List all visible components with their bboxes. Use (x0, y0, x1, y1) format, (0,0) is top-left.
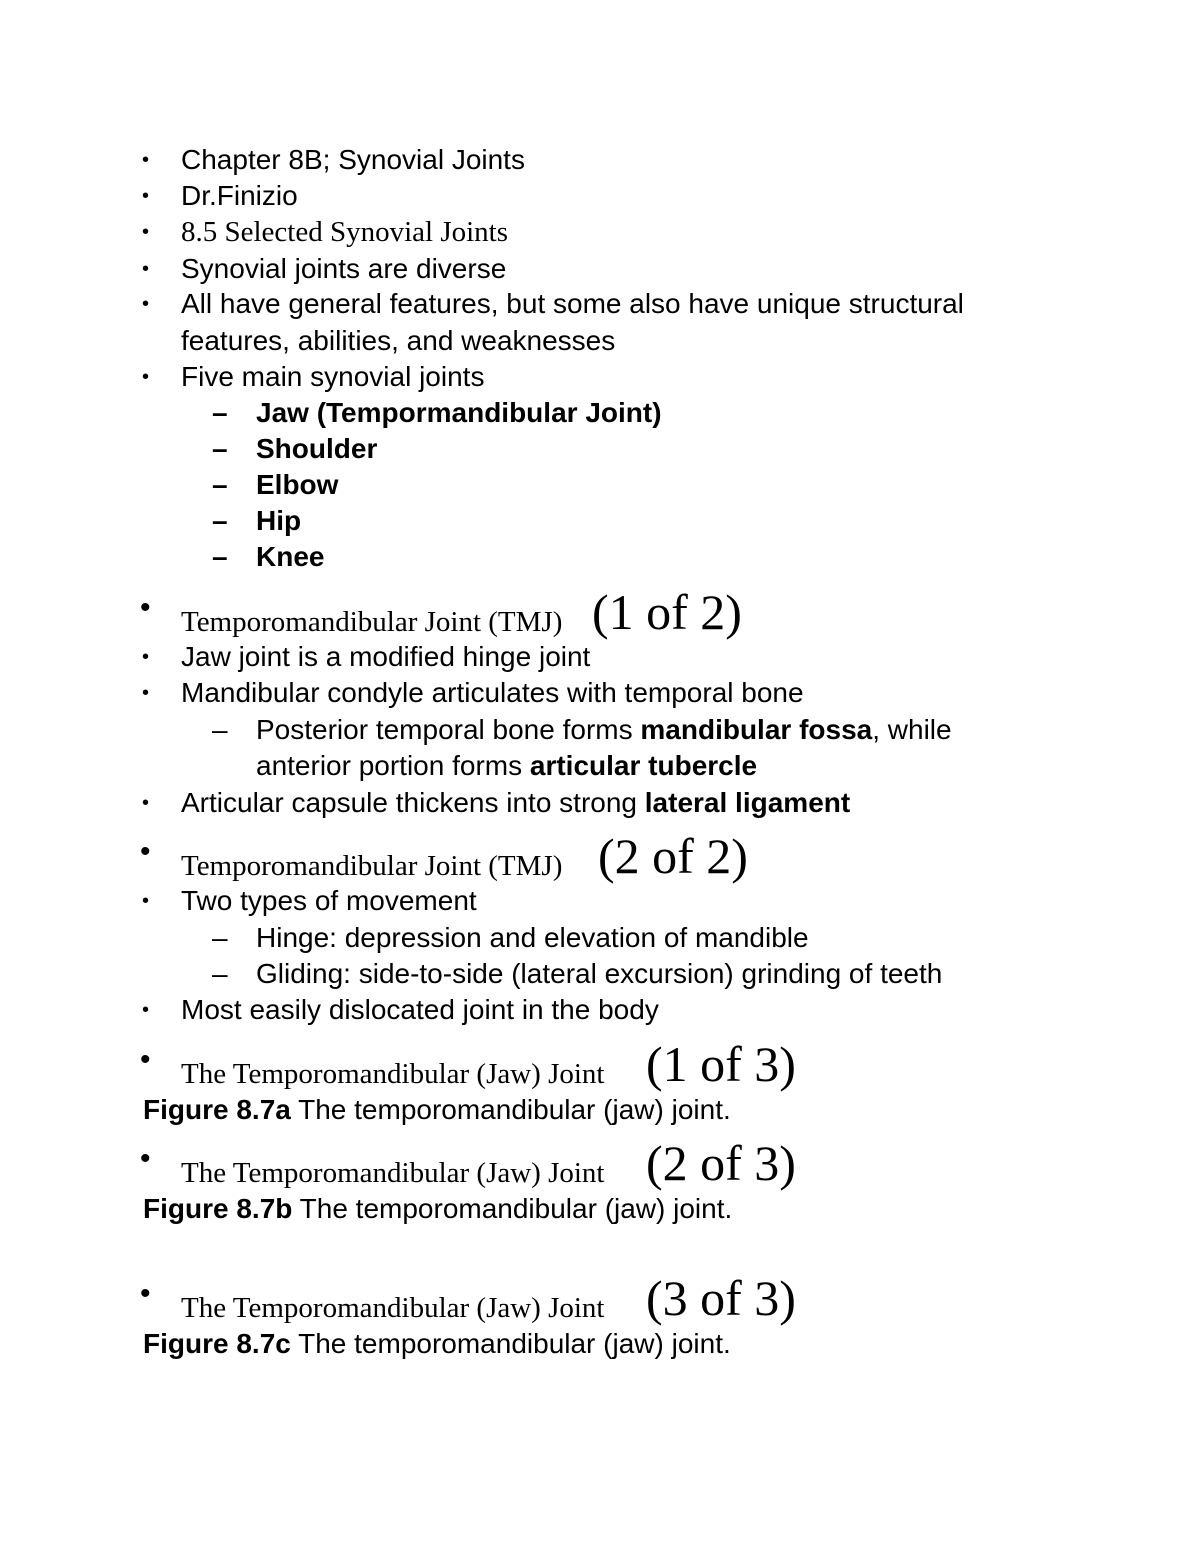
bullet: • (140, 1277, 151, 1310)
term: mandibular fossa (640, 714, 873, 745)
text: Synovial joints are diverse (181, 253, 507, 284)
bullet: • (142, 221, 150, 243)
joint-name: Elbow (256, 469, 339, 500)
heading-text: Temporomandibular Joint (TMJ) (181, 850, 563, 882)
figure-label: Figure 8.7a (143, 1094, 291, 1125)
heading-part: (2 of 2) (598, 828, 748, 884)
heading-text: The Temporomandibular (Jaw) Joint (181, 1157, 605, 1189)
bullet: • (142, 646, 150, 668)
dash: – (212, 433, 228, 464)
figure-label: Figure 8.7c (143, 1328, 291, 1359)
text: Posterior temporal bone forms (256, 714, 641, 745)
bullet: • (142, 366, 150, 388)
dash: – (212, 922, 228, 953)
dash: – (212, 505, 228, 536)
text: Articular capsule thickens into strong (181, 787, 645, 818)
chapter-title: Chapter 8B; Synovial Joints (181, 144, 525, 175)
text: All have general features, but some also have unique structural (181, 288, 964, 319)
heading-part: (1 of 3) (646, 1036, 796, 1092)
bullet: • (140, 1043, 151, 1076)
caption-text: The temporomandibular (jaw) joint. (292, 1193, 733, 1224)
author: Dr.Finizio (181, 180, 298, 211)
dash: – (212, 541, 228, 572)
text: Two types of movement (181, 885, 477, 916)
text: Most easily dislocated joint in the body (181, 994, 659, 1025)
caption-text: The temporomandibular (jaw) joint. (290, 1094, 731, 1125)
term: articular tubercle (529, 750, 758, 781)
joint-name: Knee (256, 541, 325, 572)
bullet: • (142, 792, 150, 814)
bullet: • (142, 185, 150, 207)
heading-part: (2 of 3) (646, 1135, 796, 1191)
dash: – (212, 469, 228, 500)
dash: – (212, 958, 228, 989)
bullet: • (142, 149, 150, 171)
text: Gliding: side-to-side (lateral excursion) grinding of teeth (256, 958, 943, 989)
joint-name: Jaw (Tempormandibular Joint) (256, 397, 662, 428)
bullet: • (140, 835, 151, 868)
text: Five main synovial joints (181, 361, 485, 392)
heading-part: (3 of 3) (646, 1270, 796, 1326)
bullet: • (142, 890, 150, 912)
heading-part: (1 of 2) (592, 584, 742, 640)
text: Mandibular condyle articulates with temporal bone (181, 677, 804, 708)
text-group (256, 750, 757, 782)
joint-name: Shoulder (256, 433, 378, 464)
heading-text: The Temporomandibular (Jaw) Joint (181, 1058, 605, 1090)
text: anterior portion forms (256, 750, 530, 781)
term: lateral ligament (644, 787, 851, 818)
dash: – (212, 714, 228, 745)
caption-group (143, 1094, 731, 1126)
figure-label: Figure 8.7b (143, 1193, 293, 1224)
text: Jaw joint is a modified hinge joint (181, 641, 591, 672)
text-group (181, 787, 850, 819)
bullet: • (140, 591, 151, 624)
bullet: • (142, 999, 150, 1021)
caption-text: The temporomandibular (jaw) joint. (290, 1328, 731, 1359)
caption-group (143, 1328, 731, 1360)
bullet: • (142, 293, 150, 315)
text: Hinge: depression and elevation of mandible (256, 922, 809, 953)
heading-text: The Temporomandibular (Jaw) Joint (181, 1292, 605, 1324)
heading-text: Temporomandibular Joint (TMJ) (181, 606, 563, 638)
caption-group (143, 1193, 732, 1225)
text: features, abilities, and weaknesses (181, 325, 616, 356)
text-group (256, 714, 952, 746)
bullet: • (140, 1142, 151, 1175)
dash: – (212, 397, 228, 428)
joint-name: Hip (256, 505, 302, 536)
bullet: • (142, 258, 150, 280)
section-title: 8.5 Selected Synovial Joints (181, 216, 509, 248)
text: , while (872, 714, 952, 745)
bullet: • (142, 682, 150, 704)
